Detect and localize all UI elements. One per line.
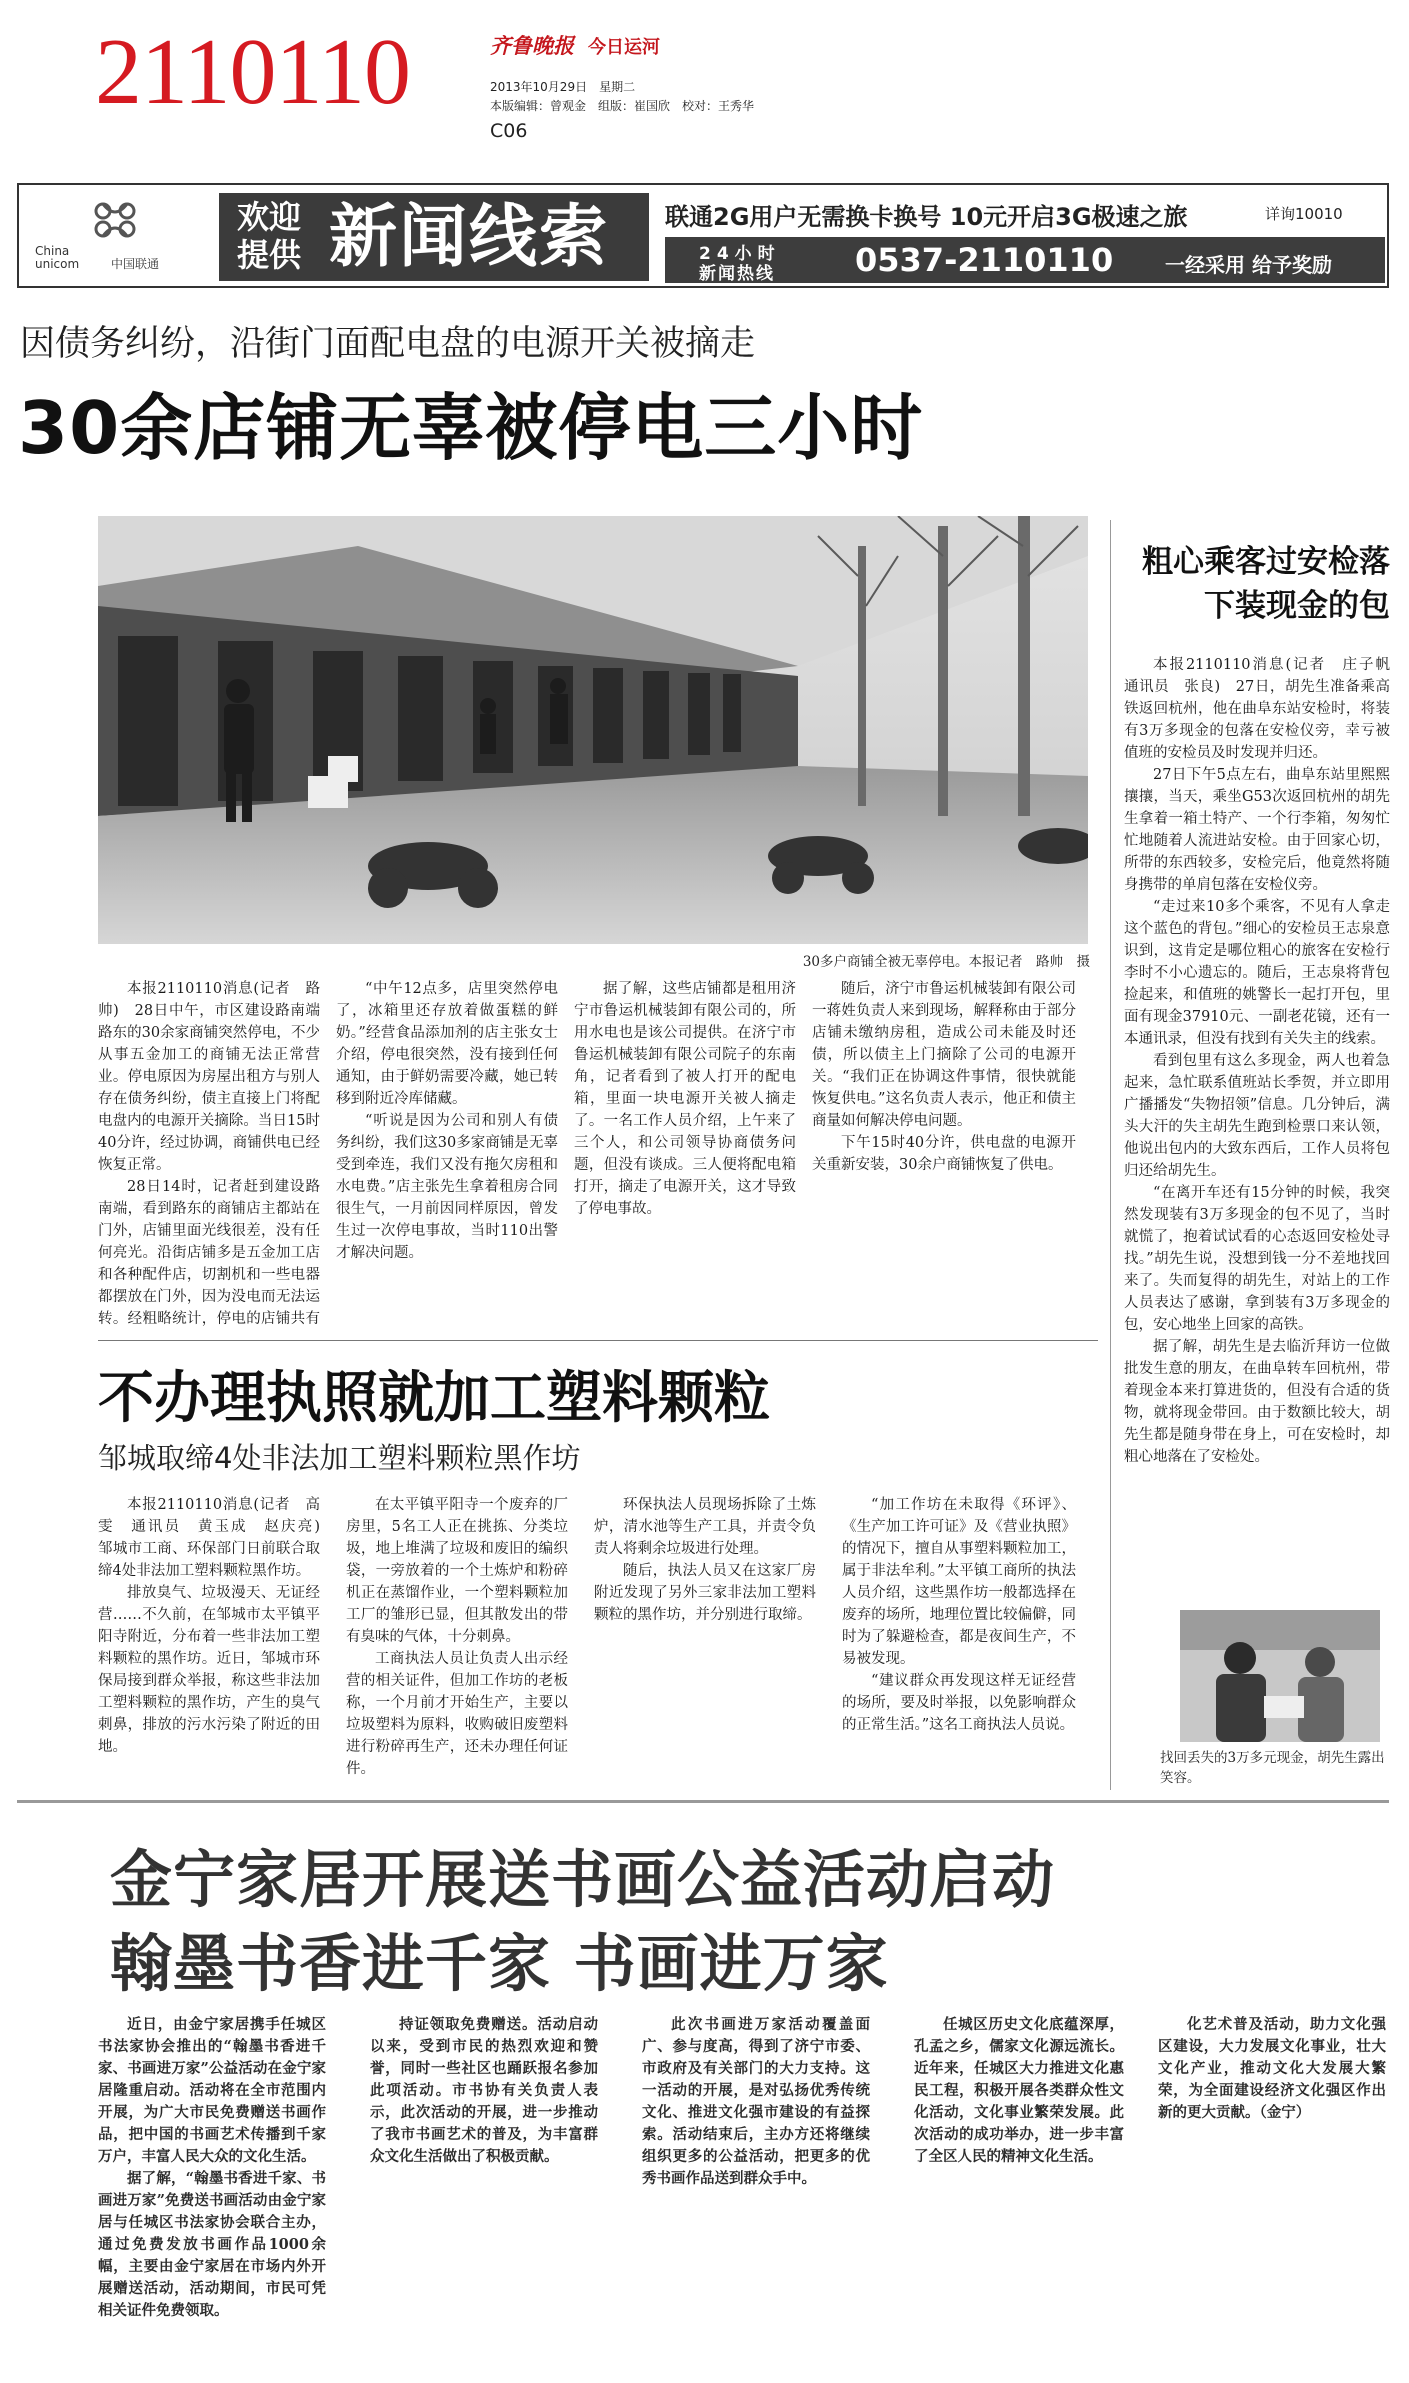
article2-photo [1180, 1610, 1380, 1742]
masthead-hotline: 2110110 [95, 20, 411, 124]
article1-col-4 [812, 978, 1076, 1332]
article4-para-2: 据了解，“翰墨书香进千家、书画进万家”免费送书画活动由金宁家居与任城区书法家协会联合主办，通过免费发放书画作品1000余幅，主要由金宁家居在市场内外开展赠送活动，活动期间，市民可凭相关证件免费领取。 [98, 2170, 326, 2319]
promo-text: 联通2G用户无需换卡换号 10元开启3G极速之旅 [665, 203, 1188, 231]
hotline-number: 0537-2110110 [855, 241, 1114, 279]
bottom-section-rule [17, 1800, 1389, 1803]
welcome-block [219, 193, 649, 281]
article1-col-2 [336, 978, 558, 1332]
welcome-text: 欢迎 [237, 198, 302, 236]
article4-col-4 [914, 2014, 1124, 2362]
hotline-label-1: 24小时 [699, 244, 781, 264]
article3-para-7: “加工作坊在未取得《环评》、《生产加工许可证》及《营业执照》的情况下，擅自从事塑料颗粒加工，属于非法牟利。”太平镇工商所的执法人员介绍，这些黑作坊一般都选择在废弃的场所，地理位置比较偏僻，同时为了躲避检查，都是夜间生产，不易被发现。 [842, 1497, 1076, 1667]
article2-headline [1124, 540, 1390, 628]
article3-para-3: 在太平镇平阳寺一个废弃的厂房里，5名工人正在挑拣、分类垃圾，地上堆满了垃圾和废旧的编织袋，一旁放着的一个土炼炉和粉碎机正在蒸馏作业，一个塑料颗粒加工厂的雏形已显，但其散发出的带有臭味的气体，十分刺鼻。 [346, 1497, 568, 1645]
article4-col-5 [1158, 2014, 1386, 2362]
article1-para-6: 随后，济宁市鲁运机械装卸有限公司一蒋姓负责人来到现场，解释称由于部分店铺未缴纳房租，造成公司未能及时还债，所以债主上门摘除了公司的电源开关。“我们正在协调这件事情，很快就能恢复供电。”这名负责人表示，他正和债主商量如何解决停电问题。 [812, 981, 1076, 1129]
article1-headline: 30余店铺无辜被停电三小时 [18, 386, 924, 470]
brand-cn: 中国联通 [111, 257, 160, 271]
article2-para-1: 本报2110110消息(记者 庄子帆 通讯员 张良) 27日，胡先生准备乘高铁返回杭州，他在曲阜东站安检时，将装有3万多现金的包落在安检仪旁，幸亏被值班的安检员及时发现并归还。 [1124, 657, 1390, 761]
article1-para-5: 据了解，这些店铺都是租用济宁市鲁运机械装卸有限公司的，所用水电也是该公司提供。在济宁市鲁运机械装卸有限公司院子的东南角，记者看到了被人打开的配电箱，里面一块电源开关被人摘走了。一名工作人员介绍，上午来了三个人，和公司领导协商债务问题，但没有谈成。三人便将配电箱打开，摘走了电源开关，这才导致了停电事故。 [574, 981, 796, 1217]
storefront-photo [98, 516, 1088, 944]
article1-para-4: “听说是因为公司和别人有债务纠纷，我们这30多家商铺是无辜受到牵连，我们又没有拖欠房租和水电费。”店主张先生拿着租房合同很生气，一月前因同样原因，曾发生过一次停电事故，当时110出警才解决问题。 [336, 1113, 558, 1261]
paper-logo [490, 30, 660, 60]
article1-bottom-rule [98, 1340, 1098, 1341]
article3-para-6: 随后，执法人员又在这家厂房附近发现了另外三家非法加工塑料颗粒的黑作坊，并分别进行取缔。 [594, 1563, 816, 1623]
article4-para-1: 近日，由金宁家居携手任城区书法家协会推出的“翰墨书香进千家、书画进万家”公益活动在金宁家居隆重启动。活动将在全市范围内开展，为广大市民免费赠送书画作品，把中国的书画艺术传播到千家万户，丰富人民大众的文化生活。 [98, 2016, 326, 2165]
provide-text: 提供 [237, 236, 302, 274]
article4-headline-2: 翰墨书香进千家 书画进万家 [110, 1927, 889, 2000]
article2-col [1124, 654, 1390, 1602]
article1-photo [98, 516, 1088, 944]
date-line: 2013年10月29日 星期二 [490, 80, 636, 94]
unicom-logo [35, 199, 195, 275]
article4-col-2 [370, 2014, 598, 2362]
news-clue-text: 新闻线索 [329, 198, 610, 277]
consult-text: 详询10010 [1265, 205, 1343, 223]
article2-para-6: 据了解，胡先生是去临沂拜访一位做批发生意的朋友，在曲阜转车回杭州，带着现金本来打算进货的，但没有合适的货物，就将现金带回。由于数额比较大，胡先生都是随身带在身上，可在安检时，却粗心地落在了安检处。 [1124, 1339, 1390, 1465]
article4-headline-1: 金宁家居开展送书画公益活动启动 [110, 1843, 1056, 1916]
article3-subhead: 邹城取缔4处非法加工塑料颗粒黑作坊 [98, 1441, 581, 1475]
article3-para-5: 环保执法人员现场拆除了土炼炉，清水池等生产工具，并责令负责人将剩余垃圾进行处理。 [594, 1497, 816, 1557]
cash-return-photo [1180, 1610, 1380, 1742]
article3-headline: 不办理执照就加工塑料颗粒 [98, 1366, 770, 1431]
article1-para-1: 本报2110110消息(记者 路帅) 28日中午，市区建设路南端路东的30余家商铺突然停电，不少从事五金加工的商铺无法正常营业。停电原因为房屋出租方与别人存在债务纠纷，债主直接上门将配电盘内的电源开关摘除。当日15时40分许，经过协调，商铺供电已经恢复正常。 [98, 981, 320, 1173]
article4-para-4: 此次书画进万家活动覆盖面广、参与度高，得到了济宁市委、市政府及有关部门的大力支持。这一活动的开展，是对弘扬优秀传统文化、推进文化强市建设的有益探索。活动结束后，主办方还将继续组织更多的公益活动，把更多的优秀书画作品送到群众手中。 [642, 2016, 870, 2187]
article3-para-2: 排放臭气、垃圾漫天、无证经营……不久前，在邹城市太平镇平阳寺附近，分布着一些非法加工塑料颗粒的黑作坊。近日，邹城市环保局接到群众举报，称这些非法加工塑料颗粒的黑作坊，产生的臭气刺鼻，排放的污水污染了附近的田地。 [98, 1585, 320, 1755]
article3-para-8: “建议群众再发现这样无证经营的场所，要及时举报，以免影响群众的正常生活。”这名工商执法人员说。 [842, 1673, 1076, 1733]
article4-para-3: 持证领取免费赠送。活动启动以来，受到市民的热烈欢迎和赞誉，同时一些社区也踊跃报名参加此项活动。市书协有关负责人表示，此次活动的开展，进一步推动了我市书画艺术的普及，为丰富群众文化生活做出了积极贡献。 [370, 2016, 598, 2165]
article1-col-1 [98, 978, 320, 1332]
article1-para-7: 下午15时40分许，供电盘的电源开关重新安装，30余户商铺恢复了供电。 [812, 1135, 1076, 1173]
article4-para-6: 化艺术普及活动，助力文化强区建设，大力发展文化事业，壮大文化产业，推动文化大发展大繁荣，为全面建设经济文化强区作出新的更大贡献。（金宁） [1158, 2016, 1386, 2121]
article3-col-3 [594, 1494, 816, 1782]
article2-para-3: “走过来10多个乘客，不见有人拿走这个蓝色的背包。”细心的安检员王志泉意识到，这肯定是哪位粗心的旅客在安检行李时不小心遗忘的。随后，王志泉将背包捡起来，和值班的姚警长一起打开包，里面有现金37910元、一副老花镜，还有一本通讯录，但没有找到有关失主的线索。 [1124, 899, 1390, 1047]
article2-photo-caption: 找回丢失的3万多元现金，胡先生露出笑容。 [1160, 1750, 1385, 1786]
right-column-separator [1110, 520, 1111, 1790]
article1-col-3 [574, 978, 796, 1332]
article1-para-2: 28日14时，记者赶到建设路南端，看到路东的商铺店主都站在门外，店铺里面光线很差，没有任何亮光。沿街店铺多是五金加工店和各种配件店，切割机和一些电器都摆放在门外，因为没电而无法运转。经粗略统计，停电的店铺共有 [98, 1179, 320, 1327]
unicom-knot-icon [89, 199, 141, 241]
article3-para-1: 本报2110110消息(记者 高雯 通讯员 黄玉成 赵庆亮) 邹城市工商、环保部门日前联合取缔4处非法加工塑料颗粒黑作坊。 [98, 1497, 320, 1579]
article3-para-4: 工商执法人员让负责人出示经营的相关证件，但加工作坊的老板称，一个月前才开始生产，主要以垃圾塑料为原料，收购破旧废塑料进行粉碎再生产，还未办理任何证件。 [346, 1651, 568, 1777]
page-number: C06 [490, 120, 528, 142]
article2-headline-text: 粗心乘客过安检落下装现金的包 [1142, 544, 1390, 624]
article1-kicker: 因债务纠纷，沿街门面配电盘的电源开关被摘走 [20, 324, 756, 364]
article1-para-3: “中午12点多，店里突然停电了，冰箱里还存放着做蛋糕的鲜奶。”经营食品添加剂的店主张女士介绍，停电很突然，没有接到任何通知，由于鲜奶需要冷藏，她已转移到附近冷库储藏。 [336, 981, 558, 1107]
article2-para-2: 27日下午5点左右，曲阜东站里熙熙攘攘，当天，乘坐G53次返回杭州的胡先生拿着一箱土特产、一个行李箱，匆匆忙忙地随着人流进站安检。由于回家心切，所带的东西较多，安检完后，他竟然将随身携带的单肩包落在安检仪旁。 [1124, 767, 1390, 893]
article2-para-4: 看到包里有这么多现金，两人也着急起来，急忙联系值班站长季贺，并立即用广播播发“失物招领”信息。几分钟后，满头大汗的失主胡先生跑到检票口来认领，他说出包内的大致东西后，工作人员将包归还给胡先生。 [1124, 1053, 1390, 1179]
article4-para-5: 任城区历史文化底蕴深厚，孔孟之乡，儒家文化源远流长。近年来，任城区大力推进文化惠民工程，积极开展各类群众性文化活动，文化事业繁荣发展。此次活动的成功举办，进一步丰富了全区人民的精神文化生活。 [914, 2016, 1124, 2165]
article4-col-3 [642, 2014, 870, 2362]
unicom-banner [17, 183, 1389, 288]
hotline-label-2: 新闻热线 [699, 264, 775, 284]
section-name: 今日运河 [588, 37, 660, 58]
editors-line: 本版编辑：曾观金 组版：崔国欣 校对：王秀华 [490, 99, 755, 113]
article3-col-4 [842, 1494, 1076, 1782]
reward-slogan: 一经采用 给予奖励 [1165, 253, 1332, 277]
hotline-strip [665, 237, 1385, 283]
brand-en: China unicom [35, 244, 80, 271]
article1-photo-caption: 30多户商铺全被无辜停电。本报记者 路帅 摄 [802, 954, 1090, 970]
paper-name: 齐鲁晚报 [490, 33, 574, 58]
article3-col-1 [98, 1494, 320, 1782]
article2-para-5: “在离开车还有15分钟的时候，我突然发现装有3万多现金的包不见了，当时就慌了，抱着试试看的心态返回安检处寻找。”胡先生说，没想到钱一分不差地找回来了。失而复得的胡先生，对站上的工作人员表达了感谢，拿到装有3万多现金的包，安心地坐上回家的高铁。 [1124, 1185, 1390, 1333]
article4-col-1 [98, 2014, 326, 2362]
article3-col-2 [346, 1494, 568, 1782]
